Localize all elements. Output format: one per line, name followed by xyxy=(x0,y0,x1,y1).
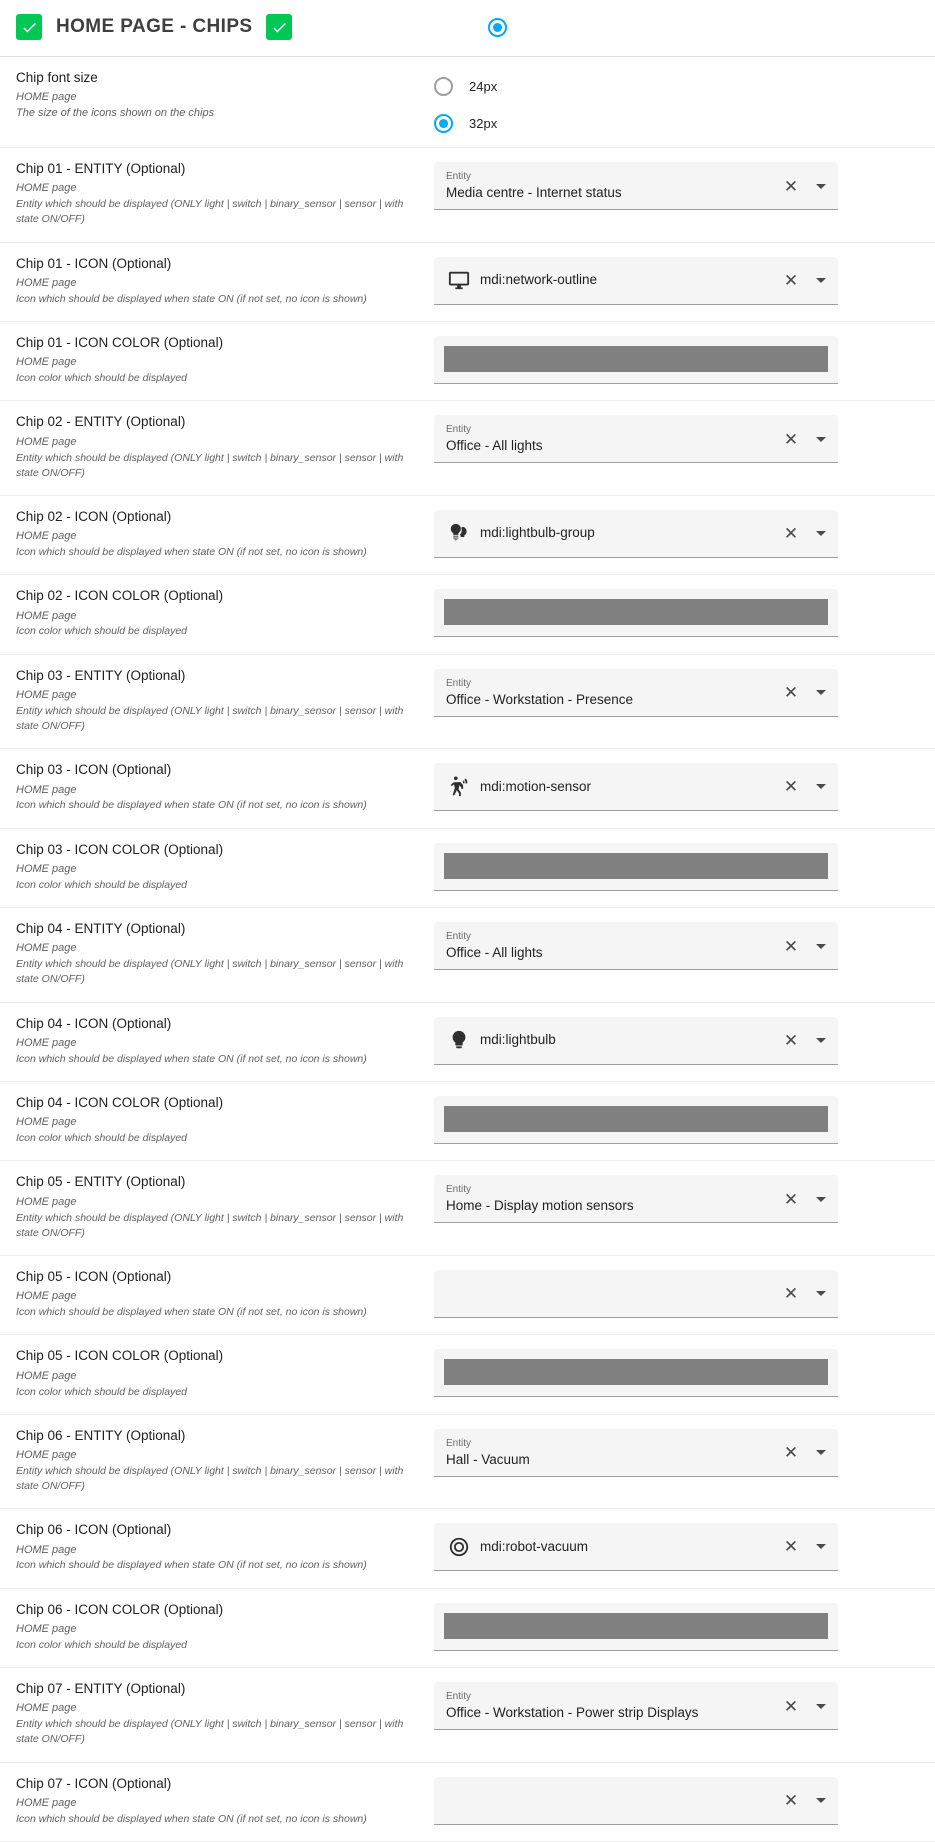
chevron-down-icon[interactable] xyxy=(808,173,834,199)
entity-field-value: Office - All lights xyxy=(446,438,543,454)
setting-control xyxy=(434,1094,919,1144)
setting-row xyxy=(0,1415,935,1510)
icon-field-content xyxy=(480,272,772,288)
motion-sensor-icon xyxy=(446,776,472,798)
setting-label: Chip 02 - ENTITY (Optional) xyxy=(16,414,186,430)
icon-field-content xyxy=(480,1032,772,1048)
setting-control xyxy=(434,667,919,717)
clear-icon[interactable]: ✕ xyxy=(783,777,799,797)
setting-label-group xyxy=(16,841,434,893)
entity-field-content xyxy=(446,424,772,454)
setting-description: Entity which should be displayed (ONLY light | switch | binary_sensor | sensor | with state ON/OFF) xyxy=(16,451,404,479)
entity-field[interactable] xyxy=(434,415,838,463)
setting-description: Icon which should be displayed when state ON (if not set, no icon is shown) xyxy=(16,1306,367,1319)
chip-font-size-row xyxy=(0,57,935,148)
field-actions xyxy=(772,426,834,452)
setting-label-group xyxy=(16,508,434,560)
clear-icon[interactable]: ✕ xyxy=(783,1443,799,1463)
entity-field-content xyxy=(446,171,772,201)
setting-description: Icon color which should be displayed xyxy=(16,625,188,638)
setting-label: Chip 05 - ICON (Optional) xyxy=(16,1268,172,1284)
icon-field-value: mdi:robot-vacuum xyxy=(480,1538,589,1554)
clear-icon[interactable]: ✕ xyxy=(783,1030,799,1050)
setting-label-group xyxy=(16,1347,434,1399)
setting-control xyxy=(434,1015,919,1065)
setting-control xyxy=(434,587,919,637)
entity-field-label: Entity xyxy=(446,170,472,182)
chevron-down-icon[interactable] xyxy=(808,933,834,959)
clear-icon[interactable]: ✕ xyxy=(783,1189,799,1209)
font-size-option-24[interactable] xyxy=(434,77,919,96)
chevron-down-icon[interactable] xyxy=(808,1787,834,1813)
setting-row xyxy=(0,322,935,401)
setting-row xyxy=(0,655,935,750)
entity-field-value: Office - All lights xyxy=(446,944,543,960)
chevron-down-icon[interactable] xyxy=(808,1280,834,1306)
setting-label-group xyxy=(16,587,434,639)
radio-32px-label: 32px xyxy=(469,116,498,131)
setting-row xyxy=(0,575,935,654)
setting-label-group xyxy=(16,1015,434,1067)
icon-field[interactable] xyxy=(434,1523,838,1571)
setting-row xyxy=(0,1161,935,1256)
setting-description: Icon which should be displayed when state ON (if not set, no icon is shown) xyxy=(16,1812,367,1825)
entity-field-value: Home - Display motion sensors xyxy=(446,1198,634,1214)
setting-control xyxy=(434,1347,919,1397)
setting-label-group xyxy=(16,413,434,481)
setting-row xyxy=(0,1256,935,1335)
setting-row xyxy=(0,1082,935,1161)
color-swatch[interactable] xyxy=(444,853,828,879)
chevron-down-icon[interactable] xyxy=(808,774,834,800)
chevron-down-icon[interactable] xyxy=(808,1440,834,1466)
chip-font-size-label: Chip font size xyxy=(16,70,98,85)
setting-description: Icon which should be displayed when state ON (if not set, no icon is shown) xyxy=(16,546,367,559)
clear-icon[interactable]: ✕ xyxy=(783,683,799,703)
icon-color-field[interactable] xyxy=(434,336,838,384)
setting-control xyxy=(434,160,919,210)
entity-field[interactable] xyxy=(434,1175,838,1223)
setting-row xyxy=(0,1763,935,1842)
setting-label: Chip 06 - ICON (Optional) xyxy=(16,1522,172,1538)
setting-label: Chip 07 - ENTITY (Optional) xyxy=(16,1681,186,1697)
setting-control xyxy=(434,413,919,463)
field-actions xyxy=(772,1027,834,1053)
entity-field-content xyxy=(446,678,772,708)
setting-label: Chip 07 - ICON (Optional) xyxy=(16,1775,172,1791)
icon-field[interactable] xyxy=(434,257,838,305)
setting-row xyxy=(0,908,935,1003)
setting-scope: HOME page xyxy=(16,688,77,701)
chevron-down-icon[interactable] xyxy=(808,1534,834,1560)
setting-description: Entity which should be displayed (ONLY light | switch | binary_sensor | sensor | with state ON/OFF) xyxy=(16,1718,404,1746)
color-swatch[interactable] xyxy=(444,1359,828,1385)
setting-label-group xyxy=(16,1094,434,1146)
setting-control xyxy=(434,1601,919,1651)
entity-field-label: Entity xyxy=(446,677,472,689)
setting-description: Entity which should be displayed (ONLY light | switch | binary_sensor | sensor | with state ON/OFF) xyxy=(16,958,404,986)
entity-field-label: Entity xyxy=(446,1690,472,1702)
setting-label-group xyxy=(16,1680,434,1748)
chevron-down-icon[interactable] xyxy=(808,1027,834,1053)
entity-field-content xyxy=(446,1438,772,1468)
field-actions xyxy=(772,680,834,706)
clear-icon[interactable]: ✕ xyxy=(783,1790,799,1810)
setting-label: Chip 05 - ENTITY (Optional) xyxy=(16,1174,186,1190)
setting-label: Chip 06 - ENTITY (Optional) xyxy=(16,1427,186,1443)
setting-control xyxy=(434,508,919,558)
entity-field[interactable] xyxy=(434,1682,838,1730)
setting-control xyxy=(434,761,919,811)
setting-label-group xyxy=(16,160,434,228)
icon-field-value: mdi:lightbulb xyxy=(480,1032,556,1048)
setting-description: Icon color which should be displayed xyxy=(16,1132,188,1145)
setting-label: Chip 02 - ICON COLOR (Optional) xyxy=(16,588,224,604)
setting-scope: HOME page xyxy=(16,942,77,955)
entity-field-value: Office - Workstation - Power strip Displays xyxy=(446,1704,699,1720)
setting-scope: HOME page xyxy=(16,276,77,289)
setting-label: Chip 04 - ICON COLOR (Optional) xyxy=(16,1095,224,1110)
color-swatch[interactable] xyxy=(444,1106,828,1132)
setting-scope: HOME page xyxy=(16,1116,77,1129)
clear-icon[interactable]: ✕ xyxy=(783,1696,799,1716)
setting-description: Icon color which should be displayed xyxy=(16,878,188,891)
entity-field-content xyxy=(446,1691,772,1721)
setting-label: Chip 03 - ICON (Optional) xyxy=(16,762,172,778)
radio-32px[interactable] xyxy=(434,114,453,133)
setting-description: Icon color which should be displayed xyxy=(16,1638,188,1651)
field-actions xyxy=(772,933,834,959)
setting-scope: HOME page xyxy=(16,1290,77,1303)
font-size-option-32[interactable] xyxy=(434,114,919,133)
setting-control xyxy=(434,841,919,891)
clear-icon[interactable]: ✕ xyxy=(783,1537,799,1557)
radio-24px[interactable] xyxy=(434,77,453,96)
setting-scope: HOME page xyxy=(16,1702,77,1715)
page-header xyxy=(0,0,935,57)
clear-icon[interactable]: ✕ xyxy=(783,936,799,956)
setting-row xyxy=(0,148,935,243)
setting-description: Entity which should be displayed (ONLY light | switch | binary_sensor | sensor | with state ON/OFF) xyxy=(16,198,404,226)
clear-icon[interactable]: ✕ xyxy=(783,429,799,449)
lightbulb-icon xyxy=(446,1029,472,1051)
field-actions xyxy=(772,774,834,800)
monitor-icon xyxy=(446,269,472,291)
setting-label-group xyxy=(16,1268,434,1320)
chevron-down-icon[interactable] xyxy=(808,267,834,293)
setting-row xyxy=(0,243,935,322)
setting-label: Chip 04 - ICON (Optional) xyxy=(16,1015,172,1031)
setting-label-group xyxy=(16,1775,434,1827)
chip-font-size-options xyxy=(434,69,919,133)
entity-field-label: Entity xyxy=(446,1184,472,1196)
setting-label-group xyxy=(16,667,434,735)
setting-description: Icon which should be displayed when state ON (if not set, no icon is shown) xyxy=(16,1052,367,1065)
setting-scope: HOME page xyxy=(16,1448,77,1461)
chevron-down-icon[interactable] xyxy=(808,426,834,452)
icon-color-field[interactable] xyxy=(434,1603,838,1651)
header-checkbox-right[interactable] xyxy=(266,14,292,40)
setting-scope: HOME page xyxy=(16,1195,77,1208)
icon-field-value: mdi:network-outline xyxy=(480,272,598,287)
setting-control xyxy=(434,1268,919,1318)
header-right-group xyxy=(476,18,507,37)
chip-font-size-scope: HOME page xyxy=(16,91,77,104)
page-title: HOME PAGE - CHIPS xyxy=(56,16,253,37)
setting-description: Icon color which should be displayed xyxy=(16,1385,188,1398)
entity-field-value: Hall - Vacuum xyxy=(446,1451,530,1467)
setting-label-group xyxy=(16,1173,434,1241)
setting-control xyxy=(434,920,919,970)
setting-label: Chip 02 - ICON (Optional) xyxy=(16,508,172,524)
clear-icon[interactable]: ✕ xyxy=(783,523,799,543)
setting-description: Entity which should be displayed (ONLY light | switch | binary_sensor | sensor | with state ON/OFF) xyxy=(16,1464,404,1493)
icon-field-content xyxy=(480,1539,772,1555)
entity-field[interactable] xyxy=(434,669,838,717)
setting-control xyxy=(434,1680,919,1730)
setting-row xyxy=(0,829,935,908)
setting-label-group xyxy=(16,255,434,307)
entity-field-content xyxy=(446,1184,772,1214)
setting-control xyxy=(434,1521,919,1571)
color-swatch[interactable] xyxy=(444,346,828,372)
setting-scope: HOME page xyxy=(16,356,77,369)
field-actions xyxy=(772,1534,834,1560)
setting-row xyxy=(0,1335,935,1414)
entity-field-content xyxy=(446,931,772,961)
setting-label-group xyxy=(16,334,434,386)
chevron-down-icon[interactable] xyxy=(808,1693,834,1719)
clear-icon[interactable]: ✕ xyxy=(783,270,799,290)
field-actions xyxy=(772,1440,834,1466)
header-left-group xyxy=(16,14,476,40)
lightbulb-group-icon xyxy=(446,522,472,544)
clear-icon[interactable]: ✕ xyxy=(783,176,799,196)
setting-description: Entity which should be displayed (ONLY light | switch | binary_sensor | sensor | with state ON/OFF) xyxy=(16,1211,404,1239)
entity-field[interactable] xyxy=(434,922,838,970)
chip-font-size-description: The size of the icons shown on the chips xyxy=(16,107,215,120)
setting-label: Chip 03 - ENTITY (Optional) xyxy=(16,667,186,683)
field-actions xyxy=(772,1787,834,1813)
entity-field-label: Entity xyxy=(446,930,472,942)
setting-scope: HOME page xyxy=(16,1036,77,1049)
field-actions xyxy=(772,1693,834,1719)
setting-row xyxy=(0,1589,935,1668)
icon-color-field[interactable] xyxy=(434,589,838,637)
entity-field-value: Office - Workstation - Presence xyxy=(446,691,634,707)
setting-control xyxy=(434,1427,919,1477)
setting-row xyxy=(0,401,935,496)
setting-label: Chip 01 - ICON (Optional) xyxy=(16,255,172,271)
entity-field-value: Media centre - Internet status xyxy=(446,184,622,200)
chip-font-size-label-group xyxy=(16,69,434,122)
setting-scope: HOME page xyxy=(16,1796,77,1809)
setting-label: Chip 03 - ICON COLOR (Optional) xyxy=(16,841,224,857)
setting-label-group xyxy=(16,920,434,988)
setting-scope: HOME page xyxy=(16,862,77,875)
setting-row xyxy=(0,496,935,575)
field-actions xyxy=(772,1280,834,1306)
setting-label: Chip 01 - ENTITY (Optional) xyxy=(16,161,186,176)
setting-scope: HOME page xyxy=(16,1622,77,1635)
chevron-down-icon[interactable] xyxy=(808,520,834,546)
setting-scope: HOME page xyxy=(16,1543,77,1556)
setting-label: Chip 05 - ICON COLOR (Optional) xyxy=(16,1348,224,1364)
setting-scope: HOME page xyxy=(16,609,77,622)
header-checkbox-left[interactable] xyxy=(16,14,42,40)
setting-row xyxy=(0,749,935,828)
setting-scope: HOME page xyxy=(16,530,77,543)
setting-control xyxy=(434,255,919,305)
color-swatch[interactable] xyxy=(444,1613,828,1639)
setting-control xyxy=(434,334,919,384)
icon-color-field[interactable] xyxy=(434,1096,838,1144)
setting-scope: HOME page xyxy=(16,783,77,796)
chevron-down-icon[interactable] xyxy=(808,680,834,706)
setting-control xyxy=(434,1775,919,1825)
setting-label: Chip 06 - ICON COLOR (Optional) xyxy=(16,1601,224,1617)
setting-label-group xyxy=(16,761,434,813)
setting-description: Icon which should be displayed when state ON (if not set, no icon is shown) xyxy=(16,292,367,305)
setting-control xyxy=(434,1173,919,1223)
field-actions xyxy=(772,173,834,199)
color-swatch[interactable] xyxy=(444,599,828,625)
chevron-down-icon[interactable] xyxy=(808,1186,834,1212)
icon-field-content xyxy=(480,779,772,795)
field-actions xyxy=(772,267,834,293)
entity-field-label: Entity xyxy=(446,1437,472,1449)
entity-field[interactable] xyxy=(434,162,838,210)
header-radio-toggle[interactable] xyxy=(488,18,507,37)
setting-scope: HOME page xyxy=(16,1369,77,1382)
icon-field[interactable] xyxy=(434,763,838,811)
icon-color-field[interactable] xyxy=(434,1349,838,1397)
setting-description: Icon which should be displayed when state ON (if not set, no icon is shown) xyxy=(16,1559,367,1572)
setting-row xyxy=(0,1003,935,1082)
setting-label-group xyxy=(16,1521,434,1573)
setting-description: Entity which should be displayed (ONLY light | switch | binary_sensor | sensor | with state ON/OFF) xyxy=(16,704,404,733)
robot-vacuum-icon xyxy=(446,1536,472,1558)
clear-icon[interactable]: ✕ xyxy=(783,1283,799,1303)
icon-field[interactable] xyxy=(434,1777,838,1825)
setting-scope: HOME page xyxy=(16,435,77,448)
entity-field[interactable] xyxy=(434,1429,838,1477)
radio-24px-label: 24px xyxy=(469,79,498,94)
icon-field-value: mdi:lightbulb-group xyxy=(480,525,595,541)
setting-description: Icon which should be displayed when state ON (if not set, no icon is shown) xyxy=(16,799,367,812)
icon-color-field[interactable] xyxy=(434,843,838,891)
icon-field-content xyxy=(480,525,772,541)
setting-label: Chip 04 - ENTITY (Optional) xyxy=(16,921,186,937)
setting-label-group xyxy=(16,1601,434,1653)
settings-rows xyxy=(0,148,935,1842)
field-actions xyxy=(772,1186,834,1212)
icon-field[interactable] xyxy=(434,1017,838,1065)
setting-row xyxy=(0,1509,935,1588)
entity-field-label: Entity xyxy=(446,424,472,436)
setting-label: Chip 01 - ICON COLOR (Optional) xyxy=(16,334,224,350)
icon-field-value: mdi:motion-sensor xyxy=(480,778,592,794)
setting-scope: HOME page xyxy=(16,182,77,195)
setting-label-group xyxy=(16,1427,434,1495)
field-actions xyxy=(772,520,834,546)
icon-field[interactable] xyxy=(434,510,838,558)
setting-description: Icon color which should be displayed xyxy=(16,372,188,385)
icon-field[interactable] xyxy=(434,1270,838,1318)
setting-row xyxy=(0,1668,935,1763)
